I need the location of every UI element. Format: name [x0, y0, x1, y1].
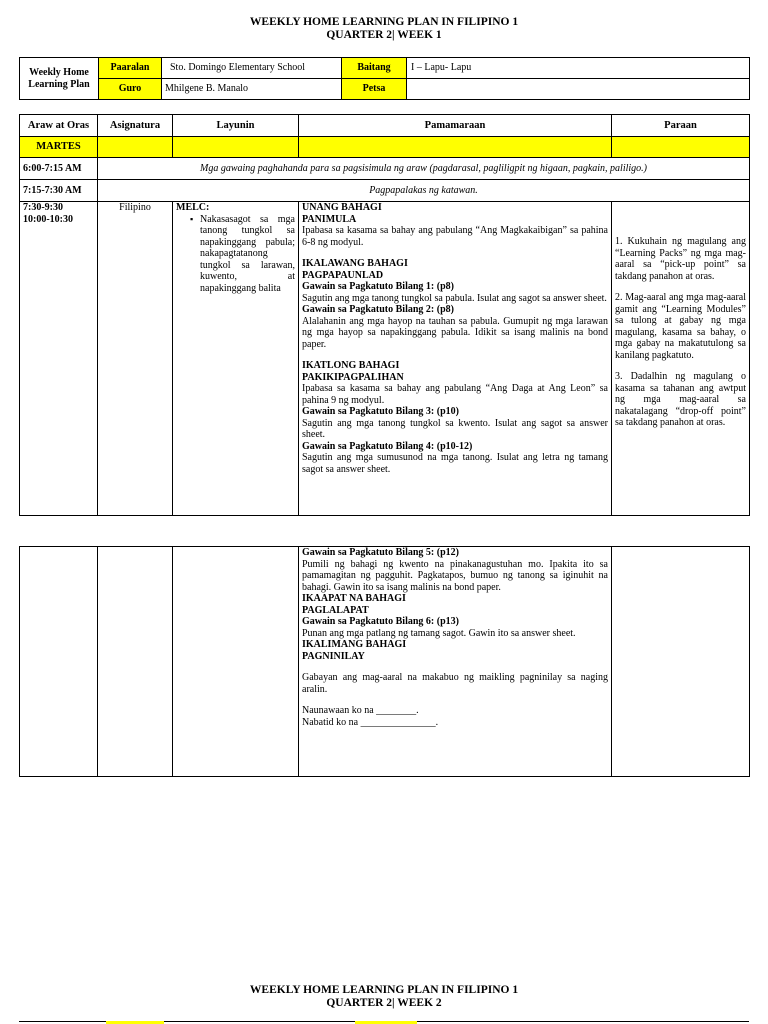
gawain-5-text: Pumili ng bahagi ng kwento na pinakanagustuhan mo. Ipakita ito sa pamamagitan ng pagguhit. Pagkatapos, bumuo ng tanong sa iginuhit na bahagi. Gawin ito sa isang malinis na bond paper. [302, 558, 608, 593]
guro-value: Mhilgene B. Manalo [162, 79, 342, 100]
time-slot-3b: 10:00-10:30 [23, 213, 73, 225]
continuation-table [19, 546, 750, 777]
naunawaan-line: Naunawaan ko na ________. [302, 705, 419, 716]
baitang-label: Baitang [342, 58, 407, 79]
gawain-3-title: Gawain sa Pagkatuto Bilang 3: (p10) [302, 406, 459, 417]
melc-cell [173, 202, 299, 516]
melc-label: MELC: [176, 202, 210, 213]
time-slot-1: 6:00-7:15 AM [20, 158, 98, 180]
guro-label: Guro [99, 79, 162, 100]
unang-heading: UNANG BAHAGI [302, 202, 382, 213]
header-asignatura: Asignatura [98, 115, 173, 137]
baitang-value: I – Lapu- Lapu [407, 58, 750, 79]
time-slot-3a: 7:30-9:30 [23, 202, 63, 213]
activity-2: Pagpapalakas ng katawan. [98, 180, 750, 202]
gawain-1-text: Sagutin ang mga tanong tungkol sa pabula. Isulat ang sagot sa answer sheet. [302, 292, 607, 304]
header-araw-oras: Araw at Oras [20, 115, 98, 137]
melc-item: ▪ Nakasasagot sa mga tanong tungkol sa napakinggang pabula; nakapagtatanong tungkol sa larawan, kuwento, at napakinggang balita [200, 214, 295, 295]
paglalapat-heading: PAGLALAPAT [302, 604, 369, 616]
continuation-pamamaraan-cell [299, 547, 612, 777]
ikalawa-heading: IKALAWANG BAHAGI [302, 258, 408, 269]
pamamaraan-cell [299, 202, 612, 516]
paraan-step-1: 1. Kukuhain ng magulang ang “Learning Packs” ng mga mag-aaral sa “pick-up point” sa takdang panahon at oras. [615, 236, 746, 282]
time-slot-2: 7:15-7:30 AM [20, 180, 98, 202]
paraan-cell [612, 202, 750, 516]
ikatlo-text: Ipabasa sa kasama sa bahay ang pabulang “Ang Daga at Ang Leon” sa pahina 9 ng modyul. [302, 383, 608, 406]
paraan-step-3: 3. Dadalhin ng magulang o kasama sa tahanan ang awtput ng mga mag-aaral sa nakatalagang “drop-off point” sa takdang panahon at oras. [615, 371, 746, 428]
nabatid-line: Nabatid ko na _______________. [302, 716, 439, 728]
page2-title: WEEKLY HOME LEARNING PLAN IN FILIPINO 1 [249, 984, 519, 996]
gawain-3-text: Sagutin ang mga tanong tungkol sa kwento. Isulat ang sagot sa answer sheet. [302, 417, 608, 440]
header-paraan: Paraan [612, 115, 750, 137]
pagpapaunlad-heading: PAGPAPAUNLAD [302, 269, 384, 281]
day-label: MARTES [20, 137, 98, 158]
info-table [19, 57, 750, 100]
gawain-5-title: Gawain sa Pagkatuto Bilang 5: (p12) [302, 547, 459, 558]
schedule-table [19, 114, 750, 516]
petsa-label: Petsa [342, 79, 407, 100]
gawain-1-title: Gawain sa Pagkatuto Bilang 1: (p8) [302, 281, 454, 292]
document-subtitle: QUARTER 2| WEEK 1 [326, 29, 442, 41]
page2-subtitle: QUARTER 2| WEEK 2 [326, 997, 442, 1009]
plan-label: Weekly Home Learning Plan [20, 58, 99, 100]
petsa-value [407, 79, 750, 100]
gawain-4-title: Gawain sa Pagkatuto Bilang 4: (p10-12) [302, 440, 473, 452]
paraan-step-2: 2. Mag-aaral ang mga mag-aaral gamit ang “Learning Modules” sa tulong at gabay ng mga magulang, kasama sa bahay, o mga gabay na makatutulong sa kanilang pagkatuto. [615, 292, 746, 361]
pakikipagpalihan-heading: PAKIKIPAGPALIHAN [302, 371, 404, 383]
gawain-2-text: Alalahanin ang mga hayop na tauhan sa pabula. Gumupit ng mga larawan ng mga hayop sa napakinggang pabula. Idikit sa isang malinis na bond paper. [302, 315, 608, 350]
gabayan-text: Gabayan ang mag-aaral na makabuo ng maikling pagninilay sa naging aralin. [302, 672, 608, 695]
ikaapat-heading: IKAAPAT NA BAHAGI [302, 593, 406, 604]
document-title: WEEKLY HOME LEARNING PLAN IN FILIPINO 1 [249, 16, 519, 28]
activity-1: Mga gawaing paghahanda para sa pagsisimula ng araw (pagdarasal, pagliligpit ng higaan, pagkain, paliligo.) [98, 158, 750, 180]
header-pamamaraan: Pamamaraan [299, 115, 612, 137]
ikalima-heading: IKALIMANG BAHAGI [302, 639, 407, 650]
paaralan-value: Sto. Domingo Elementary School [162, 58, 342, 79]
ikatlo-heading: IKATLONG BAHAGI [302, 360, 400, 371]
header-layunin: Layunin [173, 115, 299, 137]
paaralan-label: Paaralan [99, 58, 162, 79]
panimula-heading: PANIMULA [302, 213, 357, 225]
time-slot-3 [20, 202, 98, 516]
gawain-4-text: Sagutin ang mga sumusunod na mga tanong. Isulat ang letra ng tamang sagot sa answer sheet. [302, 452, 608, 475]
unang-text: Ipabasa sa kasama sa bahay ang pabulang “Ang Magkakaibigan” sa pahina 6-8 ng modyul. [302, 225, 608, 248]
gawain-6-text: Punan ang mga patlang ng tamang sagot. Gawin ito sa answer sheet. [302, 627, 576, 639]
gawain-6-title: Gawain sa Pagkatuto Bilang 6: (p13) [302, 616, 459, 627]
subject: Filipino [98, 202, 173, 516]
pagninilay-heading: PAGNINILAY [302, 650, 365, 662]
gawain-2-title: Gawain sa Pagkatuto Bilang 2: (p8) [302, 304, 454, 315]
